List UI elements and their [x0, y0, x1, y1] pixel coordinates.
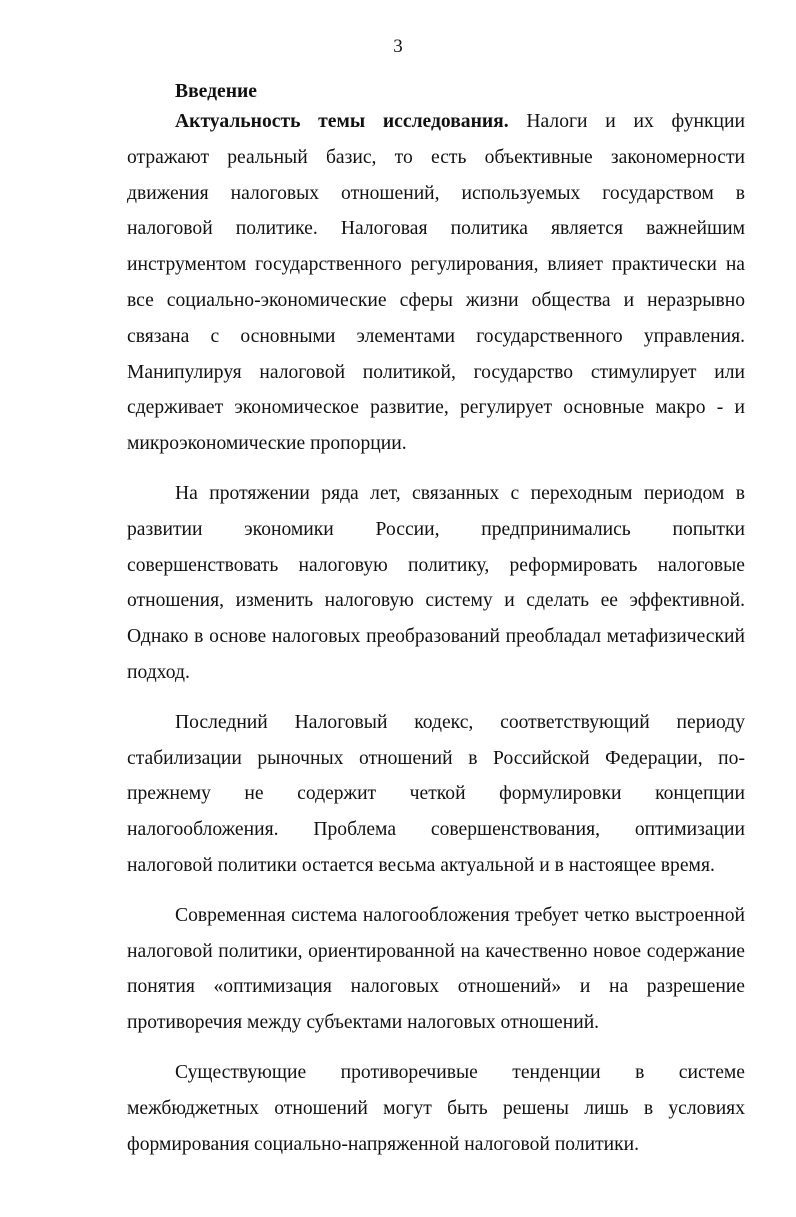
- paragraph-3: Современная система налогообложения требует четко выстроенной налоговой политики, ориентированной на качественно новое содержание понятия «оптимизация налоговых отношений» и на разрешение противоречия между субъектами налоговых отношений.: [127, 904, 745, 1034]
- paragraph-1: На протяжении ряда лет, связанных с переходным периодом в развитии экономики России, предпринимались попытки совершенствовать налоговую политику, реформировать налоговые отношения, изменить налоговую систему и сделать ее эффективной. Однако в основе налоговых преобразований преобладал метафизический подход.: [127, 482, 745, 683]
- document-body: [127, 80, 745, 1162]
- paragraph-4: Существующие противоречивые тенденции в системе межбюджетных отношений могут быть решены лишь в условиях формирования социально-напряженной налоговой политики.: [127, 1061, 745, 1155]
- paragraph-2: Последний Налоговый кодекс, соответствующий периоду стабилизации рыночных отношений в Российской Федерации, по-прежнему не содержит четкой формулировки концепции налогообложения. Проблема совершенствования, оптимизации налоговой политики остается весьма актуальной и в настоящее время.: [127, 711, 745, 876]
- page-number: 3: [393, 36, 403, 57]
- intro-text: Налоги и их функции отражают реальный базис, то есть объективные закономерности движения налоговых отношений, используемых государством в налоговой политике. Налоговая политика является важнейшим инструментом государственного регулирования, влияет практически на все социально-экономические сферы жизни общества и неразрывно связана с основными элементами государственного управления. Манипулируя налоговой политикой, государство стимулирует или сдерживает экономическое развитие, регулирует основные макро - и микроэкономические пропорции.: [127, 111, 745, 455]
- intro-paragraph: [127, 104, 745, 462]
- section-heading: Введение: [175, 81, 257, 102]
- intro-lead: Актуальность темы исследования.: [175, 111, 509, 132]
